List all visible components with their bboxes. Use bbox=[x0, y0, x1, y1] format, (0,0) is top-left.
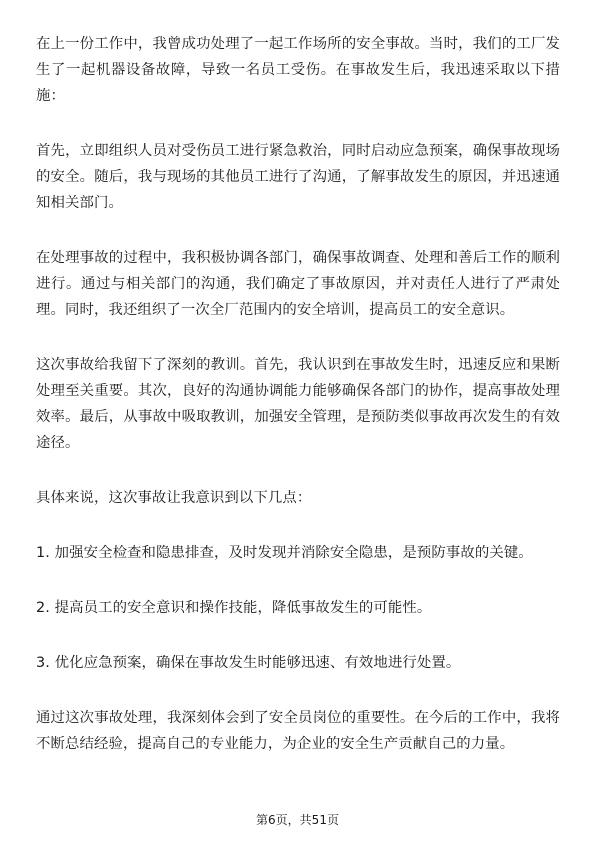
paragraph-spacer bbox=[36, 456, 560, 485]
list-item-2: 2. 提高员工的安全意识和操作技能，降低事故发生的可能性。 bbox=[36, 600, 432, 616]
paragraph-closing: 通过这次事故处理，我深刻体会到了安全员岗位的重要性。在今后的工作中，我将不断总结经验，提高自己的专业能力，为企业的安全生产贡献自己的力量。 bbox=[36, 710, 560, 752]
paragraph-4: 这次事故给我留下了深刻的教训。首先，我认识到在事故发生时，迅速反应和果断处理至关重要。其次，良好的沟通协调能力能够确保各部门的协作，提高事故处理效率。最后，从事故中吸取教训，加强安全管理，是预防类似事故再次发生的有效途径。 bbox=[36, 357, 560, 451]
paragraph-3: 在处理事故的过程中，我积极协调各部门，确保事故调查、处理和善后工作的顺利进行。通过与相关部门的沟通，我们确定了事故原因，并对责任人进行了严肃处理。同时，我还组织了一次全厂范围内的安全培训，提高员工的安全意识。 bbox=[36, 250, 560, 318]
list-item-1: 1. 加强安全检查和隐患排查，及时发现并消除安全隐患，是预防事故的关键。 bbox=[36, 545, 533, 561]
paragraph-spacer bbox=[36, 511, 560, 540]
paragraph-spacer bbox=[36, 216, 560, 245]
paragraph-spacer bbox=[36, 621, 560, 650]
paragraph-1: 在上一份工作中，我曾成功处理了一起工作场所的安全事故。当时，我们的工厂发生了一起机器设备故障，导致一名员工受伤。在事故发生后，我迅速采取以下措施： bbox=[36, 36, 560, 104]
list-item-3: 3. 优化应急预案，确保在事故发生时能够迅速、有效地进行处置。 bbox=[36, 655, 461, 671]
paragraph-spacer bbox=[36, 566, 560, 595]
paragraph-spacer bbox=[36, 109, 560, 138]
document-body bbox=[36, 31, 560, 757]
paragraph-2: 首先，立即组织人员对受伤员工进行紧急救治，同时启动应急预案，确保事故现场的安全。随后，我与现场的其他员工进行了沟通，了解事故发生的原因，并迅速通知相关部门。 bbox=[36, 143, 560, 211]
page-number-footer: 第6页，共51页 bbox=[256, 813, 339, 827]
paragraph-5: 具体来说，这次事故让我意识到以下几点： bbox=[36, 490, 312, 506]
paragraph-spacer bbox=[36, 323, 560, 352]
paragraph-spacer bbox=[36, 676, 560, 705]
